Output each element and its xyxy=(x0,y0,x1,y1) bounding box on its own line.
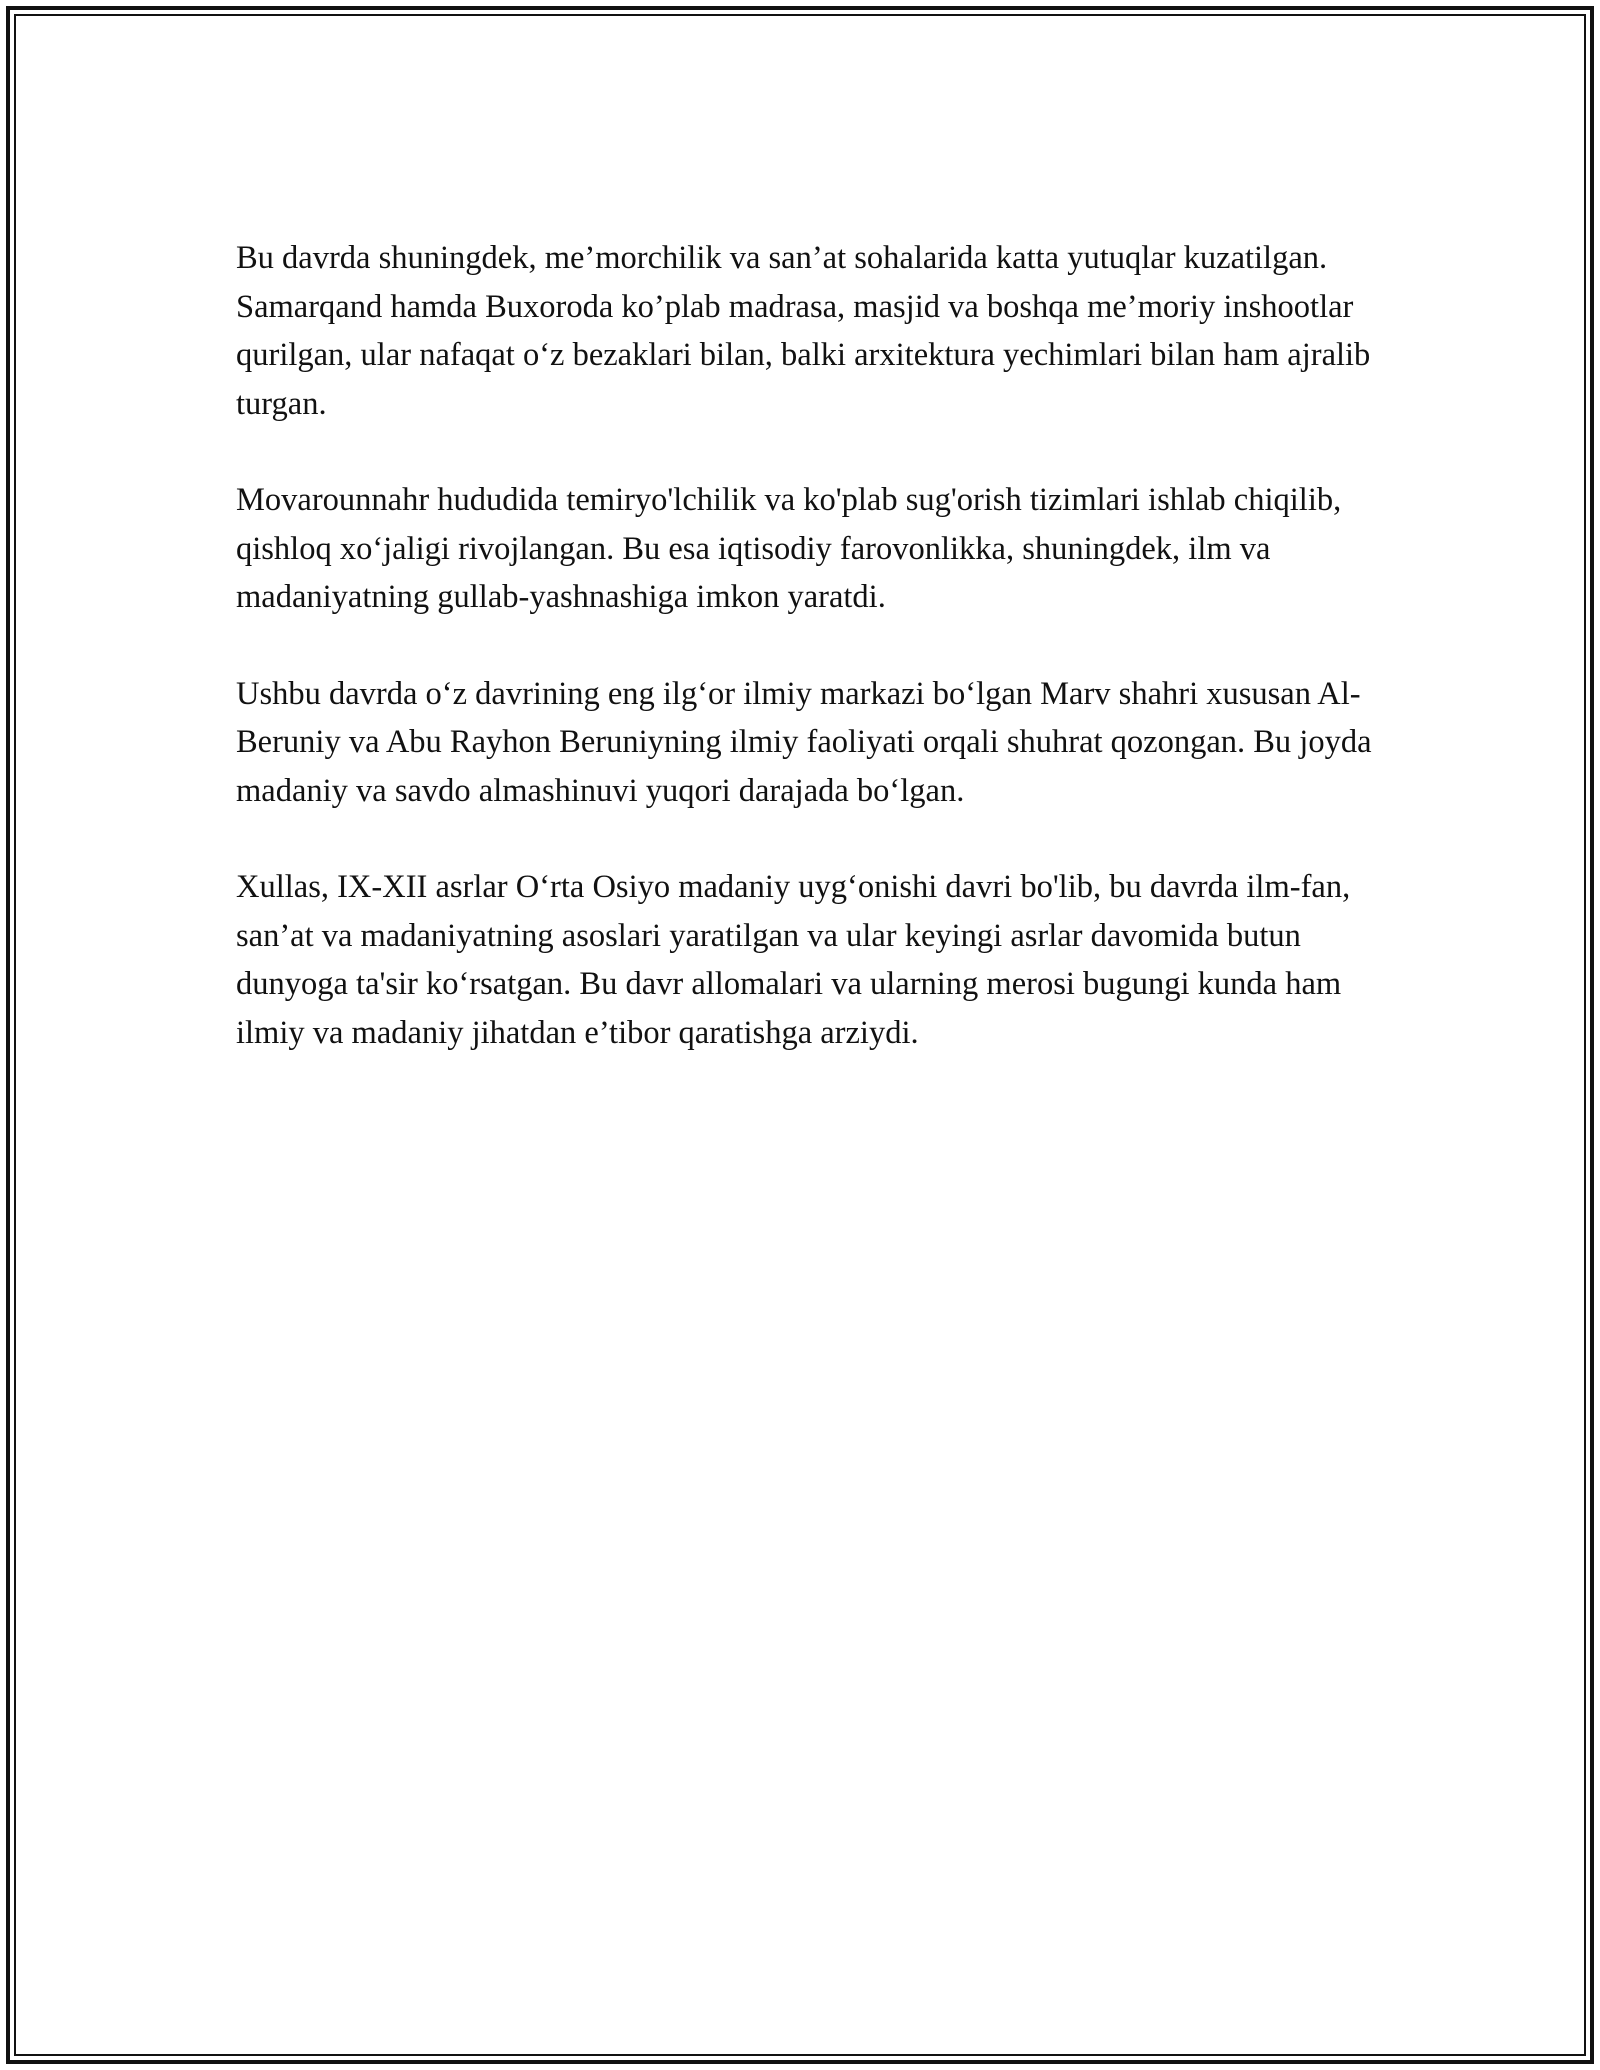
paragraph-marv: Ushbu davrda o‘z davrining eng ilg‘or ilmiy markazi bo‘lgan Marv shahri xususan Al-Beruniy va Abu Rayhon Beruniyning ilmiy faoliyati orqali shuhrat qozongan. Bu joyda madaniy va savdo almashinuvi yuqori darajada bo‘lgan. xyxy=(236,675,1372,809)
paragraph-irrigation: Movarounnahr hududida temiryo'lchilik va ko'plab sug'orish tizimlari ishlab chiqilib, qishloq xo‘jaligi rivojlangan. Bu esa iqtisodiy farovonlikka, shuningdek, ilm va madaniyatning gullab-yashnashiga imkon yaratdi. xyxy=(236,482,1342,615)
document-body xyxy=(236,234,1386,1105)
paragraph-conclusion: Xullas, IX-XII asrlar O‘rta Osiyo madaniy uyg‘onishi davri bo'lib, bu davrda ilm-fan, san’at va madaniyatning asoslari yaratilgan va ular keyingi asrlar davomida butun dunyoga ta'sir ko‘rsatgan. Bu davr allomalari va ularning merosi bugungi kunda ham ilmiy va madaniy jihatdan e’tibor qaratishga arziydi. xyxy=(236,869,1351,1051)
paragraph-architecture: Bu davrda shuningdek, me’morchilik va san’at sohalarida katta yutuqlar kuzatilgan. Samarqand hamda Buxoroda ko’plab madrasa, masjid va boshqa me’moriy inshootlar qurilgan, ular nafaqat o‘z bezaklari bilan, balki arxitektura yechimlari bilan ham ajralib turgan. xyxy=(236,240,1371,422)
